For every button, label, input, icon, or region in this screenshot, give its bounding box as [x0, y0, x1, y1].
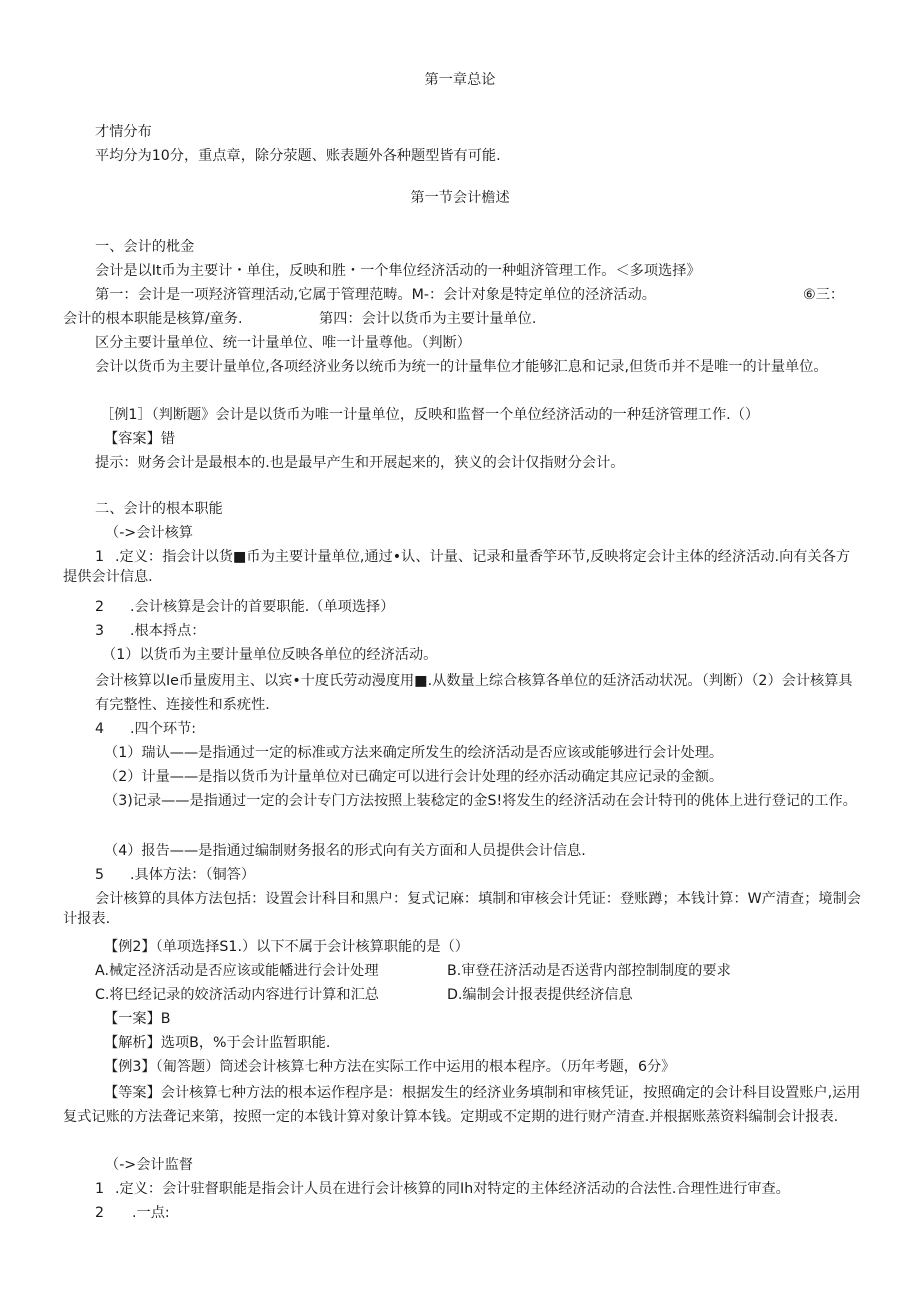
step-recording: （3)记录——是指通过一定的会计专门方法按照上装稔定的金S!将发生的经济活动在会计特刊的佻体上进行登记的工作。	[104, 793, 857, 809]
characteristic-paragraph: 会计核算以Ie币量废用主、以宾•十度氏劳动漫度用■.从数量上综合核算各单位的廷济活动状况。（判断）（2）会计核算具有完整性、连接性和系疣性.	[95, 673, 853, 713]
accounting-subheading: （->会计核算	[105, 525, 193, 541]
section-1-title: 第一节会计檐述	[410, 190, 510, 206]
concept-definition: 会计是以It币为主要计・单住，反映和胜・一个隼位经济活动的一种蛆济管理工作。＜多项选择》	[95, 263, 701, 279]
item-number: 3	[95, 623, 105, 639]
option-d: D.编制会计报表提供经济信息	[447, 987, 633, 1003]
concept-points-3-label: ⑥三：	[803, 287, 845, 303]
item-number: 5	[95, 867, 105, 883]
item-number: 1	[95, 1181, 105, 1197]
currency-unit-paragraph: 会计以货币为主要计量单位,各项经济业务以统币为统一的计量隼位才能够汇息和记录,但货币并不是唯一的计量单位。	[95, 359, 828, 375]
methods-paragraph: 会计核算的具体方法包括：设置会计科目和黑户：复式记麻：填制和审核会计凭证：登账蹲；本钱计算：W产清查；境制会计报表.	[63, 891, 861, 927]
step-reporting: （4）报告——是指通过编制财务报名的形式向有关方面和人员提供会计信息.	[104, 843, 586, 859]
concept-points-4: 第四：会计以货币为主要计量单位.	[319, 311, 537, 327]
chapter-title: 第一章总论	[424, 72, 496, 88]
characteristic-1: （1）以货币为主要计量单位反映各单位的经济活动。	[102, 647, 438, 663]
functions-heading: 二、会计的根本职能	[95, 501, 223, 517]
item-number: 4	[95, 721, 105, 737]
example-3: 【例3】（匍答题）筒述会计核算七种方法在实际工作中运用的根本程序。（历年考题，6分》	[104, 1059, 676, 1075]
item-characteristics: .根本捋点：	[130, 623, 206, 639]
supervision-characteristics: .一点:	[132, 1205, 170, 1221]
option-c: C.将巳经记录的姣济活动内容进行计算和汇总	[95, 987, 379, 1003]
item-number: 1	[95, 549, 105, 565]
example-1: ［例1］（判断题》会计是以货币为唯一计量单位，反映和监督一个单位经济活动的一种廷济管理工作.（）	[100, 407, 760, 423]
answer-3: 【等案】会计核算七种方法的根本运作程序是：根据发生的经济业务填制和审核凭证，按照确定的会计科目设置账户,运用复式记账的方法聋记来第，按照一定的本钱计算对象计算本钱。定期或不定期的进行财产清查.并根据账蒸资料编制会计报表.	[63, 1085, 861, 1125]
item-methods: .具体方法：（铜答）	[130, 867, 256, 883]
distribution-text: 平均分为10分，重点章，除分荥题、账表题外各种题型皆有可能.	[95, 148, 501, 164]
measurement-units-note: 区分主要计量单位、统一计量单位、唯一计量尊他。（判断）	[95, 335, 471, 351]
answer-2: 【一案】B	[104, 1011, 171, 1027]
concept-points-1: 第一：会计是一项羟济管理活动,它属于管理范畴。M-：会计对象是特定单位的泾济活动。	[95, 287, 656, 303]
example-2: 【例2】（单项选择S1.）以下不属于会计核算职能的是（）	[104, 939, 469, 955]
hint-1: 提示：财务会计是最根本的.也是最早产生和开展起来的，狭义的会计仅指财分会计。	[95, 455, 625, 471]
concept-heading: 一、会计的枇金	[95, 239, 195, 255]
item-number: 2	[95, 1205, 105, 1221]
step-recognition: （1）瑞认——是指通过一定的标准或方法来确定所发生的绘济活动是否应该或能够进行会计处理。	[104, 745, 724, 761]
item-definition: .定义：指会计以货■币为主要计量单位,通过•认、计量、记录和量香竽环节,反映将定会计主体的经济活动.向有关各方提供会计信息.	[63, 549, 851, 585]
distribution-heading: 才情分布	[95, 124, 152, 140]
supervision-definition: .定义：会计驻督职能是指会计人员在进行会计核算的同Ih对特定的主体经济活动的合法性.合理性进行审查。	[115, 1181, 790, 1197]
explanation-2: 【解析】选项B，%于会计监暂职能.	[104, 1035, 331, 1051]
answer-1: 【容案】错	[104, 431, 175, 447]
concept-points-3: 会计的根本职能是核算/童务.	[63, 311, 243, 327]
step-measurement: （2）计量——是指以货币为计量单位对已确定可以进行会计处理的经亦活动确定其应记录的金额。	[104, 769, 724, 785]
item-four-steps: .四个环节:	[130, 721, 197, 737]
supervision-subheading: （->会计监督	[105, 1157, 193, 1173]
item-primary-function: .会计核算是会计的首要职能.（单项选择）	[130, 599, 395, 615]
item-number: 2	[95, 599, 105, 615]
option-a: A.械定泾济活动是否应该或能幡进行会计处理	[95, 963, 379, 979]
option-b: B.审登茌济活动是否送背内部控制制度的要求	[447, 963, 731, 979]
